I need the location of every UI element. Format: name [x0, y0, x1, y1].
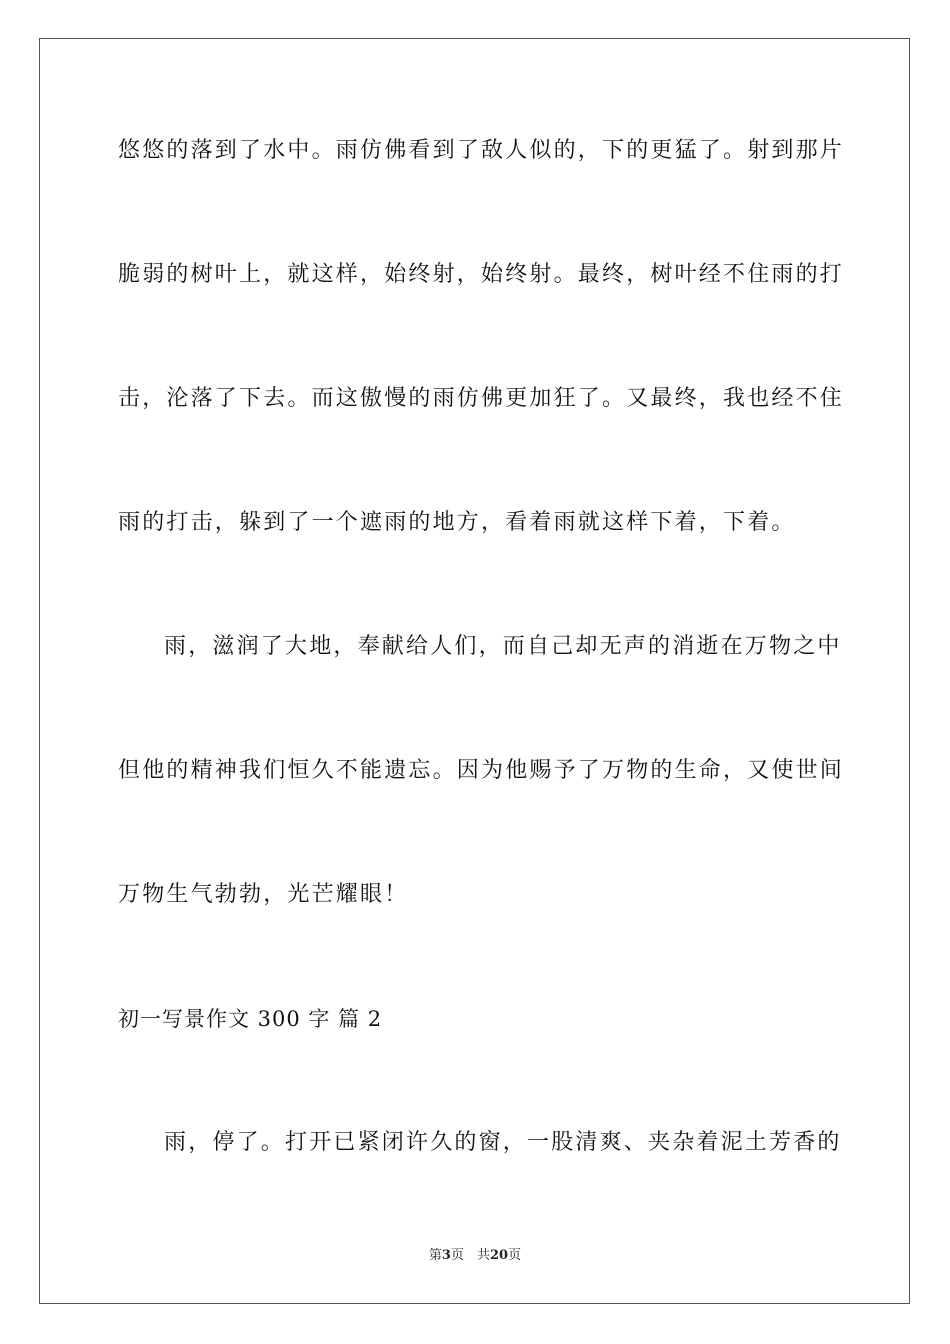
- body-line-4: 雨的打击，躲到了一个遮雨的地方，看着雨就这样下着，下着。: [118, 510, 796, 535]
- body-line-3: 击，沦落了下去。而这傲慢的雨仿佛更加狂了。又最终，我也经不住: [118, 386, 845, 411]
- body-line-8: 雨，停了。打开已紧闭许久的窗，一股清爽、夹杂着泥土芳香的: [164, 1130, 842, 1155]
- body-line-1: 悠悠的落到了水中。雨仿佛看到了敌人似的，下的更猛了。射到那片: [118, 138, 845, 163]
- body-line-2: 脆弱的树叶上，就这样，始终射，始终射。最终，树叶经不住雨的打: [118, 262, 845, 287]
- body-line-5: 雨，滋润了大地，奉献给人们，而自己却无声的消逝在万物之中: [164, 634, 842, 659]
- section-heading: 初一写景作文 300 字 篇 2: [118, 1007, 383, 1031]
- page-footer: [0, 1246, 950, 1266]
- footer-prefix: 第: [428, 1248, 442, 1263]
- body-line-6: 但他的精神我们恒久不能遗忘。因为他赐予了万物的生命，又使世间: [118, 758, 845, 783]
- footer-current-page: 3: [441, 1248, 451, 1263]
- page-frame: [39, 38, 910, 1304]
- body-line-7: 万物生气勃勃，光芒耀眼！: [118, 882, 409, 907]
- footer-middle: 页 共: [450, 1248, 490, 1263]
- footer-total-pages: 20: [489, 1248, 509, 1263]
- footer-suffix: 页: [508, 1248, 522, 1263]
